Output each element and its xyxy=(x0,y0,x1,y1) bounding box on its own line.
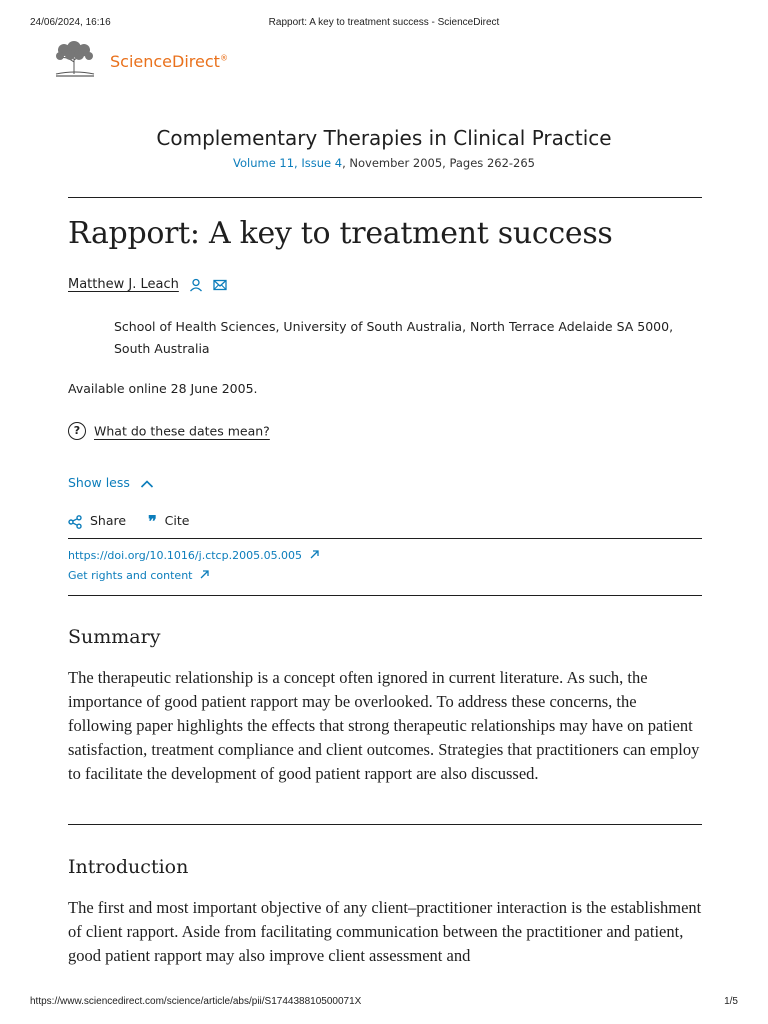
available-online: Available online 28 June 2005. xyxy=(68,381,258,396)
print-page-number: 1/5 xyxy=(724,996,738,1007)
elsevier-tree-icon xyxy=(52,40,98,80)
summary-heading: Summary xyxy=(68,626,161,648)
dates-help-link[interactable] xyxy=(68,422,270,440)
chevron-up-icon xyxy=(140,479,154,489)
rights-link[interactable] xyxy=(68,569,209,582)
doi-text: https://doi.org/10.1016/j.ctcp.2005.05.005 xyxy=(68,549,303,562)
dates-help-text: What do these dates mean? xyxy=(94,423,270,439)
issue-link[interactable]: Volume 11, Issue 4 xyxy=(233,156,343,170)
introduction-heading: Introduction xyxy=(68,856,189,878)
show-less-button[interactable] xyxy=(68,475,154,490)
question-icon: ? xyxy=(68,422,86,440)
sciencedirect-logo[interactable] xyxy=(52,40,232,82)
doi-link[interactable] xyxy=(68,549,319,562)
issue-details: , November 2005, Pages 262-265 xyxy=(342,156,535,170)
affiliation: School of Health Sciences, University of South Australia, North Terrace Adelaide SA 5000, South Australia xyxy=(114,319,674,356)
rights-text: Get rights and content xyxy=(68,569,193,582)
journal-title[interactable]: Complementary Therapies in Clinical Practice xyxy=(156,126,612,150)
introduction-text: The first and most important objective of any client–practitioner interaction is the establishment of client rapport. Aside from facilitating communication between the practitioner and patient, good patient rapport may also improve client assessment and xyxy=(68,898,702,965)
email-icon[interactable] xyxy=(213,279,227,291)
brand-name: ScienceDirect® xyxy=(110,52,228,71)
quote-icon: ❞ xyxy=(148,512,157,531)
external-link-icon xyxy=(200,570,209,579)
author-line xyxy=(68,277,227,292)
divider xyxy=(68,538,702,539)
article-actions xyxy=(68,512,207,531)
author-name[interactable]: Matthew J. Leach xyxy=(68,277,179,292)
share-label: Share xyxy=(90,513,127,528)
print-date: 24/06/2024, 16:16 xyxy=(30,17,111,28)
person-icon[interactable] xyxy=(189,278,203,292)
share-icon xyxy=(68,515,82,529)
divider xyxy=(68,595,702,596)
divider xyxy=(68,824,702,825)
external-link-icon xyxy=(310,550,319,559)
print-page-title: Rapport: A key to treatment success - ScienceDirect xyxy=(268,17,500,28)
cite-button[interactable] xyxy=(148,512,189,531)
divider xyxy=(68,197,702,198)
cite-label: Cite xyxy=(164,513,190,528)
show-less-label: Show less xyxy=(68,475,130,490)
issue-line xyxy=(0,156,768,170)
article-title: Rapport: A key to treatment success xyxy=(68,216,613,251)
share-button[interactable] xyxy=(68,513,126,529)
summary-text: The therapeutic relationship is a concept often ignored in current literature. As such, the importance of good patient rapport may be overlooked. To address these concerns, the following paper highlights the effects that strong therapeutic relationships may have on patient satisfaction, treatment compliance and client outcomes. Strategies that practitioners can employ to facilitate the development of good patient rapport are also discussed. xyxy=(68,668,700,783)
print-url: https://www.sciencedirect.com/science/article/abs/pii/S174438810500071X xyxy=(30,996,362,1007)
